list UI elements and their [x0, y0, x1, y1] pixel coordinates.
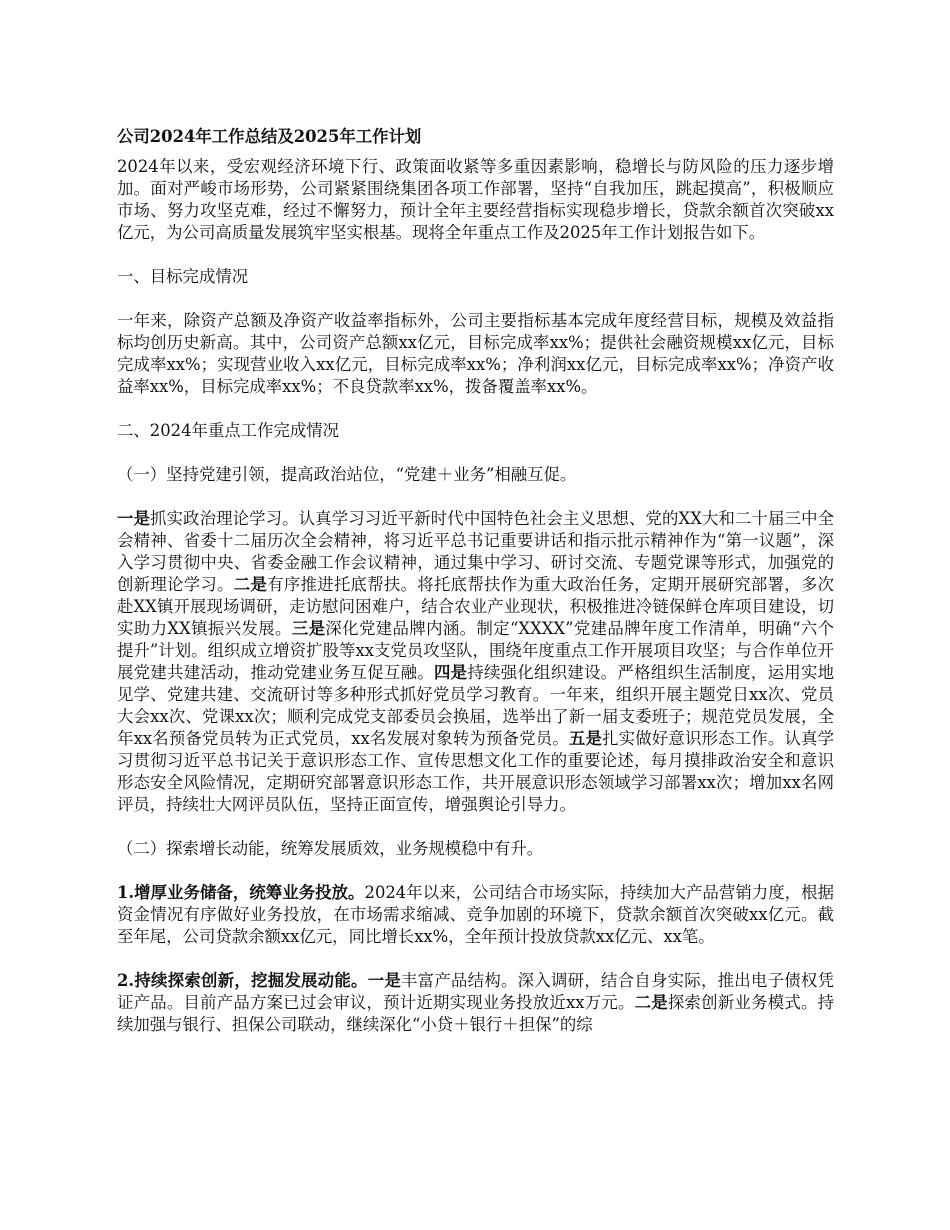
- text-run: 深化党建品牌内涵。制定“XXXX”党建品牌年度工作清单，明确“六个提升”计划。组织成立增资扩股等xx支党员攻坚队，围绕年度重点工作开展项目攻坚；与合作单位开展党建共建活动，推动党建业务互促互融。: [117, 619, 835, 682]
- text-run: 二、2024年重点工作完成情况: [117, 421, 340, 440]
- text-run: 持续强化组织建设。严格组织生活制度，运用实地见学、党建共建、交流研讨等多种形式抓好党员学习教育。一年来，组织开展主题党日xx次、党员大会xx次、党课xx次；顺利完成党支部委员会换届，选举出了新一届支委班子；规范党员发展，全年xx名预备党员转为正式党员，xx名发展对象转为预备党员。: [117, 663, 835, 748]
- text-run: 2024年以来，受宏观经济环境下行、政策面收紧等多重因素影响，稳增长与防风险的压力逐步增加。面对严峻市场形势，公司紧紧围绕集团各项工作部署，坚持“自我加压，跳起摸高”，积极顺应市场、努力攻坚克难，经过不懈努力，预计全年主要经营指标实现稳步增长，贷款余额首次突破xx亿元，为公司高质量发展筑牢坚实根基。现将全年重点工作及2025年工作计划报告如下。: [117, 157, 834, 242]
- text-run: 一年来，除资产总额及净资产收益率指标外，公司主要指标基本完成年度经营目标，规模及效益指标均创历史新高。其中，公司资产总额xx亿元，目标完成率xx%；提供社会融资规模xx亿元，目标完成率xx%；实现营业收入xx亿元，目标完成率xx%；净利润xx亿元，目标完成率xx%；净资产收益率xx%，目标完成率xx%；不良贷款率xx%，拨备覆盖率xx%。: [117, 311, 834, 396]
- text-run: 2024年以来，公司结合市场实际，持续加大产品营销力度，根据资金情况有序做好业务投放，在市场需求缩减、竞争加剧的环境下，贷款余额首次突破xx亿元。截至年尾，公司贷款余额xx亿元，同比增长xx%，全年预计投放贷款xx亿元、xx笔。: [117, 883, 834, 946]
- text-run: 一、目标完成情况: [117, 267, 249, 286]
- body-paragraph: [117, 970, 834, 1036]
- bold-run: 二是: [634, 993, 668, 1012]
- body-paragraph: [117, 508, 834, 816]
- document-body: [117, 156, 834, 1036]
- bold-run: 1.增厚业务储备，统筹业务投放。: [117, 883, 365, 902]
- section-heading: [117, 838, 834, 860]
- bold-run: 一是: [117, 509, 151, 528]
- text-run: （一）坚持党建引领，提高政治站位，“党建＋业务”相融互促。: [117, 465, 577, 484]
- section-heading: [117, 266, 834, 288]
- text-run: 抓实政治理论学习。认真学习习近平新时代中国特色社会主义思想、党的XX大和二十届三中全会精神、省委十二届历次全会精神，将习近平总书记重要讲话和指示批示精神作为“第一议题”，深入学习贯彻中央、省委金融工作会议精神，通过集中学习、研讨交流、专题党课等形式，加强党的创新理论学习。: [117, 509, 834, 594]
- section-heading: [117, 464, 834, 486]
- text-run: 丰富产品结构。深入调研，结合自身实际，推出电子债权凭证产品。目前产品方案已过会审议，预计近期实现业务投放近xx万元。: [117, 971, 834, 1012]
- body-paragraph: [117, 310, 834, 398]
- text-run: 扎实做好意识形态工作。认真学习贯彻习近平总书记关于意识形态工作、宣传思想文化工作的重要论述，每月摸排政治安全和意识形态安全风险情况，定期研究部署意识形态工作，共开展意识形态领域学习部署xx次；增加xx名网评员，持续壮大网评员队伍，坚持正面宣传，增强舆论引导力。: [117, 729, 835, 814]
- text-run: 探索创新业务模式。持续加强与银行、担保公司联动，继续深化“小贷＋银行＋担保”的综: [117, 993, 834, 1034]
- bold-run: 2.持续探索创新，挖掘发展动能。: [117, 971, 368, 990]
- text-run: 有序推进托底帮扶。将托底帮扶作为重大政治任务，定期开展研究部署，多次赴XX镇开展现场调研，走访慰问困难户，结合农业产业现状，积极推进冷链保鲜仓库项目建设，切实助力XX镇振兴发展。: [117, 575, 835, 638]
- text-run: （二）探索增长动能，统筹发展质效，业务规模稳中有升。: [117, 839, 544, 858]
- section-heading: [117, 420, 834, 442]
- body-paragraph: [117, 156, 834, 244]
- bold-run: 二是: [233, 575, 268, 594]
- bold-run: 一是: [367, 971, 402, 990]
- bold-run: 四是: [433, 663, 468, 682]
- bold-run: 五是: [568, 729, 603, 748]
- body-paragraph: [117, 882, 834, 948]
- document-title: 公司2024年工作总结及2025年工作计划: [117, 127, 422, 146]
- bold-run: 三是: [291, 619, 326, 638]
